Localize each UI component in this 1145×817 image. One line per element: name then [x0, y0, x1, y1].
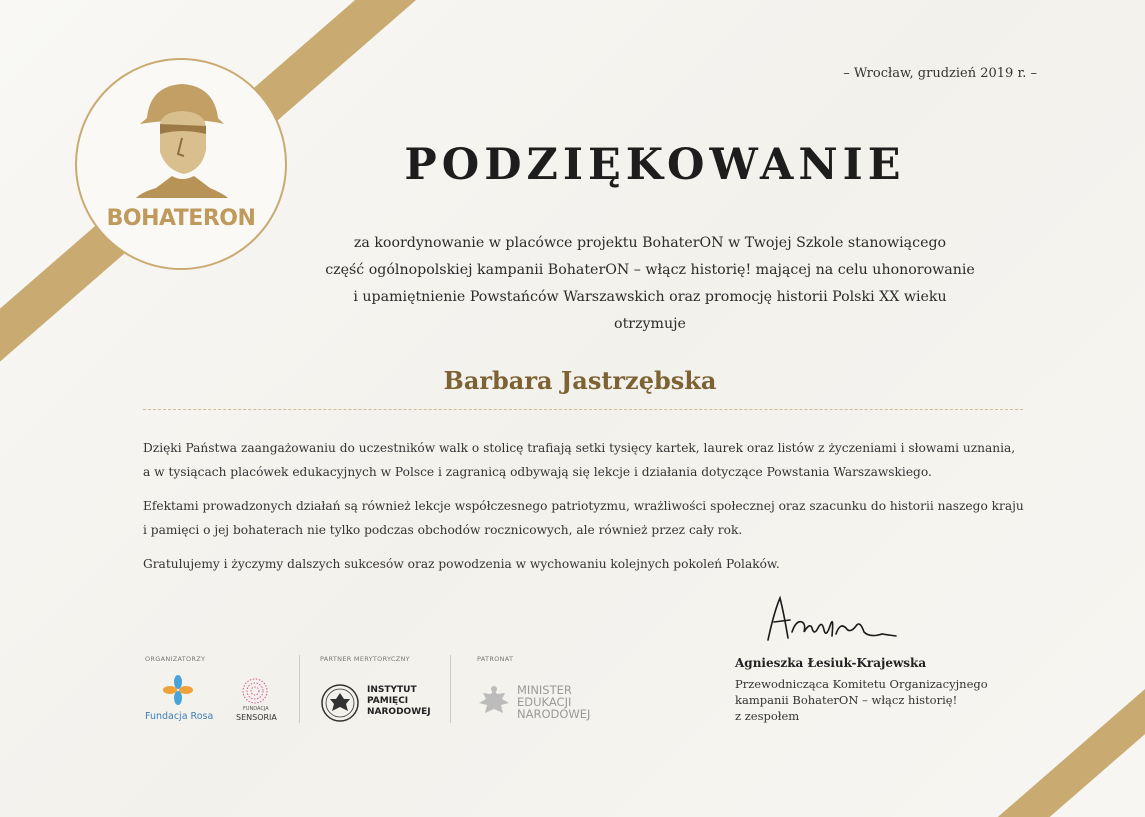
paragraph-line: i pamięci o jej bohaterach nie tylko podczas obchodów rocznicowych, ale również przez cały rok. [143, 523, 743, 537]
paragraph [143, 552, 1043, 576]
role-line: z zespołem [735, 709, 800, 723]
divider [450, 655, 451, 723]
logo-wordmark: BOHATERON [106, 206, 256, 231]
fundacja-rosa-name: Fundacja Rosa [145, 711, 214, 722]
partner-label: PARTNER MERYTORYCZNY [320, 655, 410, 663]
paragraph-line: a w tysiącach placówek edukacyjnych w Polsce i zagranicą odbywają się lekcje i działania dotyczące Powstania Warszawskiego. [143, 465, 932, 479]
signer-role [735, 676, 988, 724]
sensoria-name: SENSORIA [236, 713, 277, 722]
men-name [517, 684, 590, 720]
sensoria-logo-icon [241, 677, 269, 705]
paragraph [143, 494, 1043, 542]
handwritten-signature [760, 592, 900, 652]
ipn-line: PAMIĘCI [367, 696, 409, 706]
paragraph-line: Efektami prowadzonych działań są również lekcje współczesnego patriotyzmu, wrażliwości społecznej oraz szacunku do historii naszego kraju [143, 499, 1024, 513]
ipn-line: NARODOWEJ [367, 707, 431, 717]
divider [299, 655, 300, 723]
role-line: kampanii BohaterON – włącz historię! [735, 693, 958, 707]
intro-line: za koordynowanie w placówce projektu BohaterON w Twojej Szkole stanowiącego [353, 235, 947, 251]
paragraph-line: Dzięki Państwa zaangażowaniu do uczestników walk o stolicę trafiają setki tysięcy kartek, laurek oraz listów z życzeniami i słowami uznania, [143, 441, 1016, 455]
intro-line: i upamiętnienie Powstańców Warszawskich oraz promocję historii Polski XX wieku [353, 289, 947, 305]
ipn-line: INSTYTUT [367, 685, 417, 695]
ipn-seal-icon [320, 683, 360, 723]
men-line: EDUKACJI [517, 695, 572, 709]
ipn-name [367, 685, 431, 718]
polish-eagle-icon [477, 685, 511, 721]
paragraph-line: Gratulujemy i życzymy dalszych sukcesów oraz powodzenia w wychowaniu kolejnych pokoleń Polaków. [143, 557, 780, 571]
role-line: Przewodnicząca Komitetu Organizacyjnego [735, 677, 988, 691]
paragraph [143, 436, 1043, 484]
signer-name: Agnieszka Łesiuk-Krajewska [735, 656, 927, 670]
dashed-divider [143, 409, 1023, 410]
place-date: – Wrocław, grudzień 2019 r. – [843, 66, 1037, 81]
body-text [143, 436, 1043, 586]
men-line: NARODOWEJ [517, 707, 591, 721]
fundacja-rosa-logo-icon [163, 675, 193, 705]
recipient-name: Barbara Jastrzębska [443, 366, 717, 395]
intro-line: otrzymuje [614, 316, 686, 332]
sensoria-small-label: FUNDACJA [243, 706, 269, 712]
intro-text [300, 230, 1000, 338]
certificate-title: PODZIĘKOWANIE [404, 140, 906, 190]
intro-line: część ogólnopolskiej kampanii BohaterON – włącz historię! mającej na celu uhonorowanie [325, 262, 975, 278]
organizers-label: ORGANIZATORZY [145, 655, 206, 663]
patron-label: PATRONAT [477, 655, 514, 663]
men-line: MINISTER [517, 683, 572, 697]
